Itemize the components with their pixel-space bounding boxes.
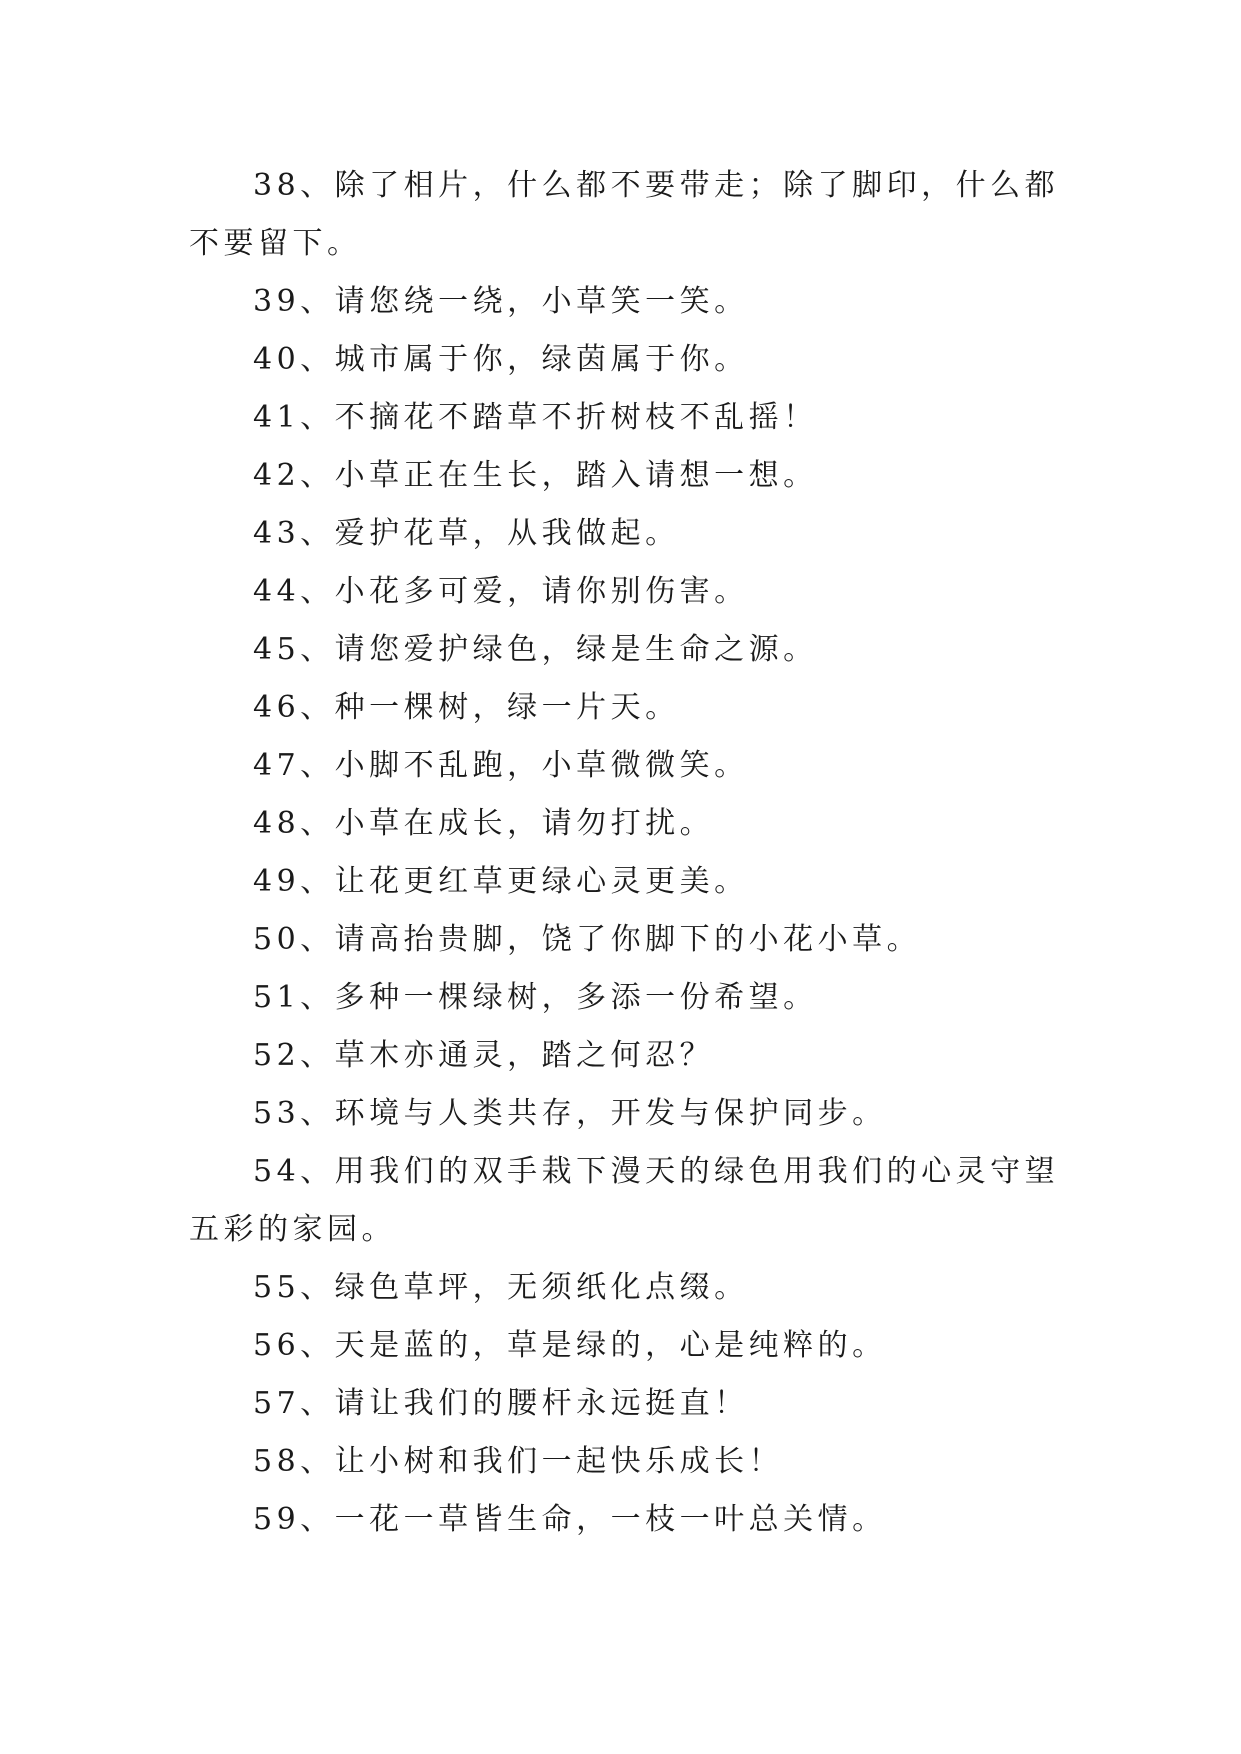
paragraph-52: 52、草木亦通灵，踏之何忍？: [253, 1038, 715, 1073]
paragraph-53: 53、环境与人类共存，开发与保护同步。: [253, 1096, 887, 1131]
paragraph-43: 43、爱护花草，从我做起。: [253, 516, 680, 551]
paragraph-51: 51、多种一棵绿树，多添一份希望。: [253, 980, 818, 1015]
paragraph-56: 56、天是蓝的，草是绿的，心是纯粹的。: [253, 1328, 887, 1363]
paragraph-38: 38、除了相片，什么都不要带走；除了脚印，什么都不要留下。: [189, 168, 1060, 261]
paragraph-45: 45、请您爱护绿色，绿是生命之源。: [253, 632, 818, 667]
paragraph-55: 55、绿色草坪，无须纸化点缀。: [253, 1270, 749, 1305]
paragraph-54: 54、用我们的双手栽下漫天的绿色用我们的心灵守望五彩的家园。: [189, 1154, 1060, 1247]
paragraph-39: 39、请您绕一绕，小草笑一笑。: [253, 284, 749, 319]
paragraph-40: 40、城市属于你，绿茵属于你。: [253, 342, 749, 377]
paragraph-46: 46、种一棵树，绿一片天。: [253, 690, 680, 725]
paragraph-58: 58、让小树和我们一起快乐成长！: [253, 1444, 784, 1479]
paragraph-42: 42、小草正在生长，踏入请想一想。: [253, 458, 818, 493]
paragraph-59: 59、一花一草皆生命，一枝一叶总关情。: [253, 1502, 887, 1537]
paragraph-41: 41、不摘花不踏草不折树枝不乱摇！: [253, 400, 818, 435]
paragraph-57: 57、请让我们的腰杆永远挺直！: [253, 1386, 749, 1421]
document-body: [189, 157, 1061, 1549]
paragraph-50: 50、请高抬贵脚，饶了你脚下的小花小草。: [253, 922, 922, 957]
paragraph-49: 49、让花更红草更绿心灵更美。: [253, 864, 749, 899]
paragraph-47: 47、小脚不乱跑，小草微微笑。: [253, 748, 749, 783]
paragraph-44: 44、小花多可爱，请你别伤害。: [253, 574, 749, 609]
paragraph-48: 48、小草在成长，请勿打扰。: [253, 806, 715, 841]
